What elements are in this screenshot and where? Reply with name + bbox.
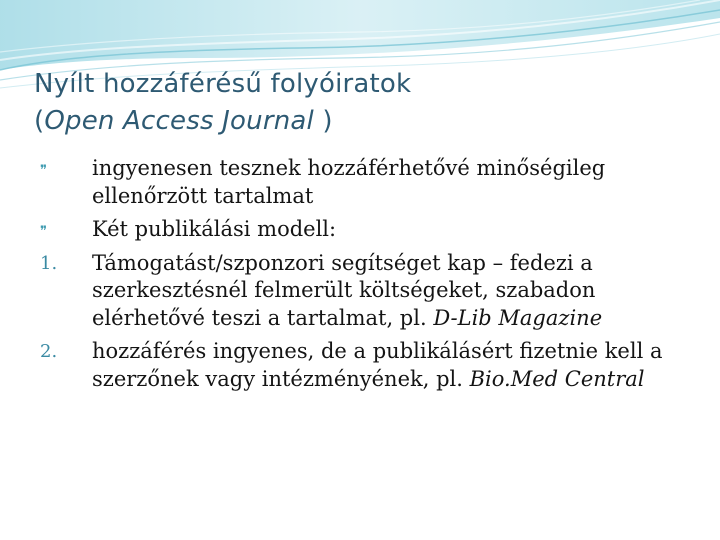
title-line-2 bbox=[34, 103, 694, 140]
list-item-text: hozzáférés ingyenes, de a publikálásért fizetnie kell a szerzőnek vagy intézményének, pl. bbox=[92, 339, 663, 391]
list-number: 1. bbox=[40, 252, 58, 274]
title-paren-open: ( bbox=[34, 106, 45, 136]
list-item-3 bbox=[40, 250, 680, 333]
list-item-text: Támogatást/szponzori segítséget kap – fedezi a szerkesztésnél felmerült költségeket, szabadon elérhetővé teszi a tartalmat, pl. bbox=[92, 250, 596, 330]
list-item-italic: D-Lib Magazine bbox=[433, 305, 603, 330]
list-item-4 bbox=[40, 338, 680, 393]
list-item-italic: Bio.Med Central bbox=[469, 366, 645, 391]
title-paren-close: ) bbox=[313, 106, 333, 136]
title-italic: Open Access Journal bbox=[44, 106, 314, 136]
list-item-text: Két publikálási modell: bbox=[92, 217, 337, 241]
list-item-2 bbox=[40, 216, 680, 244]
slide-title bbox=[34, 66, 694, 140]
list-item-text: ingyenesen tesznek hozzáférhetővé minőségileg ellenőrzött tartalmat bbox=[92, 156, 606, 208]
title-line-1: Nyílt hozzáférésű folyóiratok bbox=[34, 69, 412, 99]
bullet-icon: ❞ bbox=[40, 224, 47, 239]
content-list bbox=[40, 155, 680, 399]
list-number: 2. bbox=[40, 341, 58, 362]
list-item-1 bbox=[40, 155, 680, 210]
bullet-icon: ❞ bbox=[40, 163, 47, 178]
